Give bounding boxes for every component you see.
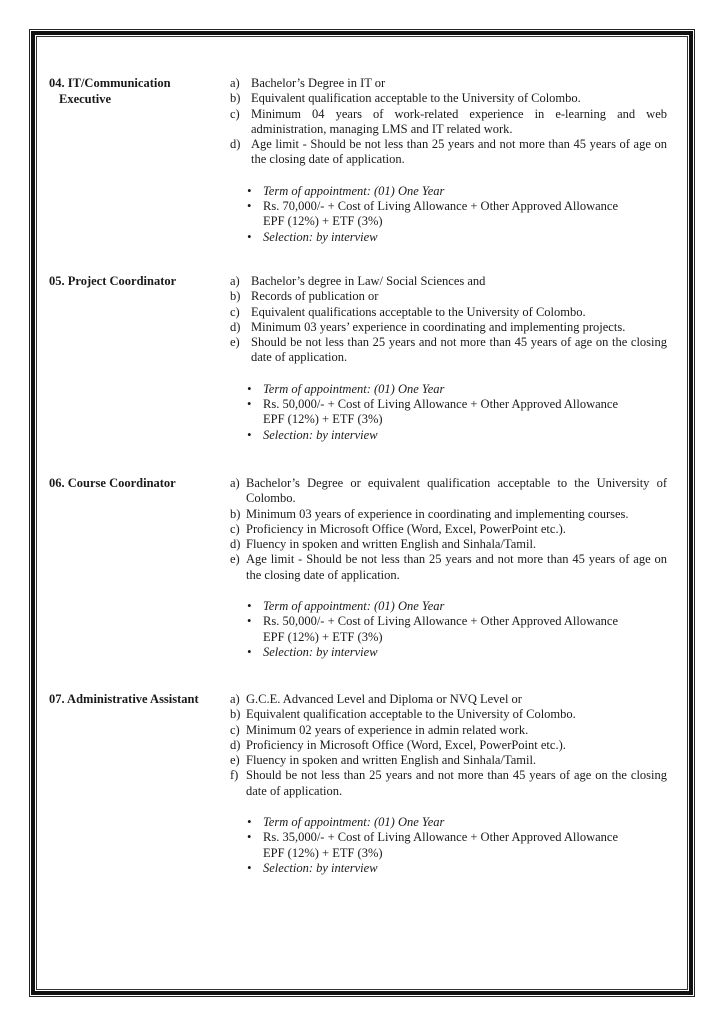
- requirement-text: Equivalent qualification acceptable to the University of Colombo.: [246, 707, 576, 722]
- requirement-item: [230, 723, 667, 738]
- bullet-icon: •: [247, 183, 252, 198]
- selection-text: Selection: by interview: [263, 229, 378, 244]
- selection: [247, 861, 667, 876]
- position-title: [49, 274, 224, 290]
- list-marker: c): [230, 106, 240, 121]
- salary-text: Rs. 70,000/- + Cost of Living Allowance + Other Approved Allowance: [263, 199, 619, 214]
- list-marker: b): [230, 289, 241, 304]
- requirement-item: [230, 738, 667, 753]
- list-marker: b): [230, 707, 241, 722]
- salary-epf-text: EPF (12%) + ETF (3%): [263, 629, 383, 644]
- term-text: Term of appointment: (01) One Year: [263, 815, 445, 830]
- list-marker: b): [230, 91, 241, 106]
- bullet-icon: •: [247, 860, 252, 875]
- list-marker: c): [230, 722, 240, 737]
- bullet-icon: •: [247, 599, 252, 614]
- term-text: Term of appointment: (01) One Year: [263, 183, 445, 198]
- requirement-text: Records of publication or: [251, 289, 379, 304]
- selection-text: Selection: by interview: [263, 427, 378, 442]
- salary-epf-text: EPF (12%) + ETF (3%): [263, 845, 383, 860]
- title-line-2: Executive: [59, 91, 112, 106]
- position-title: [49, 692, 224, 708]
- requirement-text: Should be not less than 25 years and not more than 45 years of age on the closing date of application.: [246, 768, 667, 798]
- list-marker: a): [230, 274, 240, 288]
- bullet-icon: •: [247, 199, 252, 214]
- list-marker: e): [230, 552, 240, 567]
- selection-text: Selection: by interview: [263, 860, 378, 875]
- requirement-item: [230, 552, 667, 583]
- requirements-block: [230, 76, 667, 245]
- bullet-icon: •: [247, 614, 252, 629]
- requirement-text: Minimum 03 years of experience in coordinating and implementing courses.: [246, 506, 629, 521]
- requirement-item: [230, 320, 667, 335]
- requirement-item: [230, 305, 667, 320]
- requirement-item: [230, 753, 667, 768]
- title-line-1: 04. IT/Communication: [49, 76, 171, 90]
- requirement-text: Minimum 02 years of experience in admin related work.: [246, 722, 529, 737]
- requirement-item: [230, 522, 667, 537]
- list-marker: c): [230, 521, 240, 536]
- selection: [247, 230, 667, 245]
- position-title: [49, 476, 224, 492]
- requirement-text: Age limit - Should be not less than 25 years and not more than 45 years of age on the closing date of application.: [251, 137, 667, 167]
- requirement-item: [230, 91, 667, 106]
- salary: [247, 830, 667, 861]
- list-marker: d): [230, 737, 241, 752]
- requirement-text: Bachelor’s Degree in IT or: [251, 76, 386, 90]
- requirement-item: [230, 707, 667, 722]
- term-of-appointment: [247, 184, 667, 199]
- list-marker: c): [230, 304, 240, 319]
- bullet-icon: •: [247, 644, 252, 659]
- requirements-block: [230, 476, 667, 660]
- list-marker: f): [230, 768, 239, 783]
- requirement-text: Fluency in spoken and written English and Sinhala/Tamil.: [246, 753, 537, 768]
- title-line-1: 05. Project Coordinator: [49, 274, 177, 288]
- requirement-text: Age limit - Should be not less than 25 years and not more than 45 years of age on the closing date of application.: [246, 552, 667, 582]
- list-marker: b): [230, 506, 241, 521]
- requirement-text: Should be not less than 25 years and not more than 45 years of age on the closing date of application.: [251, 335, 667, 365]
- title-line-1: 06. Course Coordinator: [49, 476, 176, 490]
- salary: [247, 614, 667, 645]
- requirement-text: Proficiency in Microsoft Office (Word, Excel, PowerPoint etc.).: [246, 521, 566, 536]
- bullet-icon: •: [247, 830, 252, 845]
- selection-text: Selection: by interview: [263, 644, 378, 659]
- salary-epf-text: EPF (12%) + ETF (3%): [263, 214, 383, 229]
- term-of-appointment: [247, 382, 667, 397]
- term-of-appointment: [247, 599, 667, 614]
- salary-epf-text: EPF (12%) + ETF (3%): [263, 412, 383, 427]
- term-of-appointment: [247, 815, 667, 830]
- list-marker: e): [230, 335, 240, 350]
- bullet-icon: •: [247, 229, 252, 244]
- requirement-text: Equivalent qualification acceptable to the University of Colombo.: [251, 91, 581, 106]
- requirement-item: [230, 335, 667, 366]
- bullet-icon: •: [247, 381, 252, 396]
- requirement-item: [230, 107, 667, 138]
- terms-list: [230, 382, 667, 443]
- requirement-item: [230, 137, 667, 168]
- requirement-text: Equivalent qualifications acceptable to the University of Colombo.: [251, 304, 586, 319]
- requirement-item: [230, 692, 667, 707]
- selection: [247, 645, 667, 660]
- requirement-item: [230, 476, 667, 507]
- list-marker: a): [230, 76, 240, 90]
- requirement-text: Bachelor’s degree in Law/ Social Sciences and: [251, 274, 486, 288]
- requirements-block: [230, 692, 667, 876]
- requirement-item: [230, 537, 667, 552]
- terms-list: [230, 815, 667, 876]
- title-line-1: 07. Administrative Assistant: [49, 692, 199, 706]
- terms-list: [230, 599, 667, 660]
- requirement-item: [230, 289, 667, 304]
- requirement-item: [230, 768, 667, 799]
- requirement-text: Minimum 04 years of work-related experience in e-learning and web administration, managing LMS and IT related work.: [251, 106, 667, 136]
- salary-text: Rs. 50,000/- + Cost of Living Allowance + Other Approved Allowance: [263, 397, 619, 412]
- term-text: Term of appointment: (01) One Year: [263, 381, 445, 396]
- requirement-item: [230, 274, 667, 289]
- term-text: Term of appointment: (01) One Year: [263, 599, 445, 614]
- list-marker: a): [230, 692, 240, 706]
- requirement-item: [230, 507, 667, 522]
- list-marker: e): [230, 753, 240, 768]
- salary: [247, 199, 667, 230]
- list-marker: d): [230, 537, 241, 552]
- salary: [247, 397, 667, 428]
- requirement-item: [230, 76, 667, 91]
- bullet-icon: •: [247, 815, 252, 830]
- requirements-block: [230, 274, 667, 443]
- requirement-text: Minimum 03 years’ experience in coordinating and implementing projects.: [251, 319, 626, 334]
- list-marker: d): [230, 137, 241, 152]
- list-marker: d): [230, 319, 241, 334]
- requirement-text: Bachelor’s Degree or equivalent qualification acceptable to the University of Colombo.: [246, 476, 667, 506]
- requirement-text: G.C.E. Advanced Level and Diploma or NVQ Level or: [246, 692, 522, 706]
- bullet-icon: •: [247, 397, 252, 412]
- requirement-text: Proficiency in Microsoft Office (Word, Excel, PowerPoint etc.).: [246, 737, 566, 752]
- terms-list: [230, 184, 667, 245]
- list-marker: a): [230, 476, 240, 490]
- selection: [247, 428, 667, 443]
- salary-text: Rs. 35,000/- + Cost of Living Allowance + Other Approved Allowance: [263, 830, 619, 845]
- requirement-text: Fluency in spoken and written English and Sinhala/Tamil.: [246, 537, 537, 552]
- salary-text: Rs. 50,000/- + Cost of Living Allowance + Other Approved Allowance: [263, 614, 619, 629]
- bullet-icon: •: [247, 427, 252, 442]
- position-title: [49, 76, 224, 107]
